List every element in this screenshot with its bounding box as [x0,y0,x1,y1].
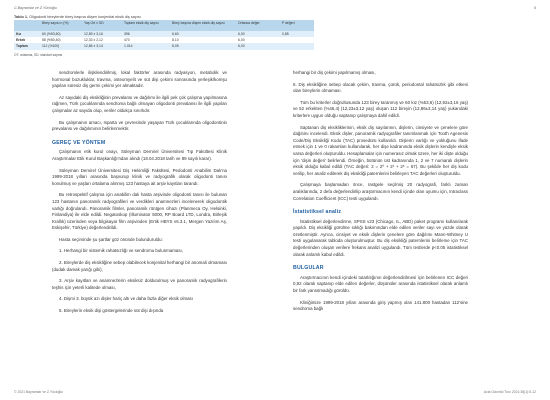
paragraph: Az sayıdaki diş eksikliğinin prevalansı ve dağılımı ile ilgili pek çok çalışma yapılmasına rağmen, Türk çocuklarında sendroma bağlı olmayan oligodonti prevalansı ile ilgili yapılan çalışmalar az sayıda olup, veriler oldukça sınırlıdır. [52,94,227,113]
table-cell: 6,00 [236,43,280,49]
paragraph: Hasta seçiminde şu şartlar göz önünde bulunduruldu: [59,236,163,242]
table-cell: 12,89 ± 3,16 [82,31,122,37]
right-column [293,70,468,318]
table-cell: 12,86 ± 3,14 [82,43,122,49]
table-header-cell [14,20,40,31]
table-cell: Kız [14,31,40,37]
table-cell: 112 (%100) [40,43,82,49]
table-cell: 0,85 [280,31,314,37]
table-cell [280,43,314,49]
paragraph: Araştırmacının kendi içindeki tutarlılığının değerlendirilmesi için belirlenen ICC değeri 0,92 olarak saptanıp elde edilen değerler, düşünüler arasında istatistiksel olarak anlamlı bir fark yansıtmadığı görüldü. [293,274,468,294]
footer-copyright: © 2021 Bayramlar ve Z.Yücioğlu [14,390,63,394]
paragraph: Bu çalışmanın amacı, Isparta ve çevresinde yaşayan Türk çocuklarında oligodontinin prevalansı ve dağılımının belirlenmektir. [52,119,227,132]
table-header-cell: Birey sayısı n (%) [40,20,82,31]
list-item: 2. Bireylerde diş eksikliğine sebep olabilecek konjenital herhangi bir anomali olmaması (dudak damak yarığı gibi), [52,260,227,272]
table-header-row [14,20,314,31]
page-number: 5 [534,6,536,10]
footer-journal: Acta Odontol Turc 2021;38(1):5-12 [483,390,536,394]
table-caption [14,15,141,19]
list-item: 3. Arşiv kayıtları ve anamnezlerin eksiksiz doldurulmuş ve panoramik radyografilerin teşhis için yeterli kalitede olması, [52,278,227,290]
table-caption-text: Oligodonti bireylerde birey başına düşen konjenital eksik diş sayısı [29,15,141,19]
paragraph: 6. Diş eksikliğine sebep olacak çekim, travma, çürük, periodontal rahatsızlık gibi etkeni olan bireylerin olmaması. [293,81,468,94]
table-cell: 6,60 [170,31,236,37]
paragraph: herhangi bir diş çekimi yapılmamış olması, [293,70,376,75]
table-header-cell: P değeri [280,20,314,31]
paragraph: Bu retrospektif çalışma için anabilim dalı hasta arşivinde oligodonti tanısı ile bulunan 123 hastanın panoramik radyografileri ve verdikleri anamnezleri incelenerek oligodontik varlığı doğrulandı. Panoramik filmler, panoramik röntgen cihazı (Planmeca Oy, Helsinki, Finlandiya) ile elde edildi. Negatoskop (Illuminator 5000, RP Board LTD, Londra, Birleşik Krallık) üzerinden veya bilgisayar film arşivinden (Ertik HBYS v6.3.1, Mergen Yazılım Aş, Eskişehir, Türkiye) değerlendirildi. [52,192,227,231]
table-cell: 12,33 ± 2,12 [82,37,122,43]
table-cell: 8,10 [170,37,236,43]
data-table [14,20,314,50]
paragraph: İstatistiksel değerlendirme, SPSS v23 (Chicago, IL, ABD) paket programı kullanılarak yapıldı. Diş eksikliği görülme sıklığı bakımından elde edilen veriler sayı ve yüzde olarak özetlenmiştir. Ayrıca, cinsiyet ve eksik dişlerin çenelere göre dağılımı Mann-Whitney U testi uygulanarak tabloda oluşturulmuştur. Bu diş eksikliği paternlerini belirleme için TAC değerlerinden oluşan verilere frekans analizi uygulandı. Tüm testlerde p<0.05 istatistiksel olarak anlamlı kabul edildi. [293,218,468,257]
table-cell: Toplam [14,43,40,49]
table-row [14,43,314,49]
section-heading-methods: GEREÇ VE YÖNTEM [52,139,106,146]
table-cell: 470 [122,37,170,43]
running-head: C.Bayramlar ve Z.Yücioğlu [14,6,57,10]
table-cell: 396 [122,31,170,37]
table-header-cell: Yaş Ort ± SD [82,20,122,31]
table-label: Tablo 1. [14,15,29,19]
section-heading-statistics: İstatistiksel analiz [293,209,342,216]
list-item: 1. Herhangi bir sistemik rahatsızlığı ve sendromu bulunmaması, [59,248,183,254]
table-cell: 1.014 [122,43,170,49]
paragraph: Tüm bu kriterler doğrultusunda 123 birey taranmış ve 60 kız (%53,6) (12,92±3,16 yaş) ve 52 erkekten (%46,4) (12,23±3,12 yaş) oluşan 112 bireyin (12,86±3,14 yaş) yukarıdaki kriterlere uygun olduğu saptanıp çalışmaya dahil edildi. [293,99,468,118]
paragraph: Süleyman Demirel Üniversitesi Diş Hekimliği Fakültesi, Pedodonti Anabilim Dalı'na 1999-2018 yılları arasında başvurup klinik ve radyografik olarak oligodonti tanısı konulmuş ve yaşları ortalama alınmış 123 hastaya ait arşiv kayıtları tarandı. [52,167,227,186]
table-header-cell: Toplam eksik diş sayısı [122,20,170,31]
table-header-cell: Ortanca değer [236,20,280,31]
paragraph: Çalışmaya başlamadan önce, rastgele seçilmiş 20 radyografi, farklı zaman aralıklarında, 2 defa değerlendirilip araştırmacının kendi içinde olan uyumu için, Intraclass Correlation Coefficient (ICC) testi uygulandı. [293,182,468,201]
paragraph: sendromlerle ilişkilendirilmiş, lokal faktörler arasında radyasyon, metabolik ve hormonal bozukluklar, travma, osteomyelit ve süt dişi çekimi sonrasında yerleşik/komşu yapılan süresiz diş germi çekimi yer almaktadır. [52,70,227,89]
table-cell: 60 (%53,60) [40,31,82,37]
table-header-cell: Birey başına düşen eksik diş sayısı [170,20,236,31]
table-cell: 8,05 [170,43,236,49]
table-cell: 6,00 [236,37,280,43]
paragraph: Kliniğimize 1999-2018 yılları arasında giriş yapmış olan 141.800 hastadan 112'sine sendroma bağlı [293,299,468,312]
table-cell: 6,00 [236,31,280,37]
table-footnote: OT: ortalama, SD: standart sapma [14,53,63,57]
section-heading-results: BULGULAR [293,265,324,272]
table-cell: 58 (%50,40) [40,37,82,43]
table-cell: Erkek [14,37,40,43]
list-item: 4. Dişmi 3. büyük azı dişler hariç altı ve daha fazla diğer eksik olması [59,296,193,302]
paragraph: Saptanan diş eksikliklerinin, eksik diş sayılarının, dişlerin, cinsiyete ve çenelere göre dağılımı incelendi. Eksik dişler, panoramik radyografiler tanımlanmak için Tooth Agenesis Code/Diş Eksikliği Kodu (TAC) prosedürü kullanıldı. Dişlerin varlığı ve yokluğunu ifade etmek için 1 ve 0 rakamları kullanılarak, her dişe kadranında eksik dişlerin kendiyle eksik varsa değerleri oluşturuldu. Hesaplamalar için numerasız olmak üzere, her iki dişte olduğu için 'dişin değeri' belirlendi. Örneğin, bütünün üst kadranında 1, 2 ve 7 numaralı dişlerin eksik olduğu kabul edildi (TAC değeri: 2 = 2⁰ + 2¹ + 2⁶ = 67). Bu şekilde her diş kodu verilip, her analiz edilerek diş eksikliği paternlerini belirleyen TAC değerleri oluşturuldu. [293,124,468,176]
left-column [52,70,227,320]
list-item: 5. Bireylerin eksik dişi göstergelerinde süt dişi dışında [59,308,164,314]
paragraph: Çalışmanın etik kurul onayı, Süleyman Demirel Üniversitesi Tıp Fakültesi Klinik Araştırmalar Etik Kurul Başkanlığı'ndan alındı (18.04.2018 tarih ve 89 sayılı karar). [52,149,227,161]
